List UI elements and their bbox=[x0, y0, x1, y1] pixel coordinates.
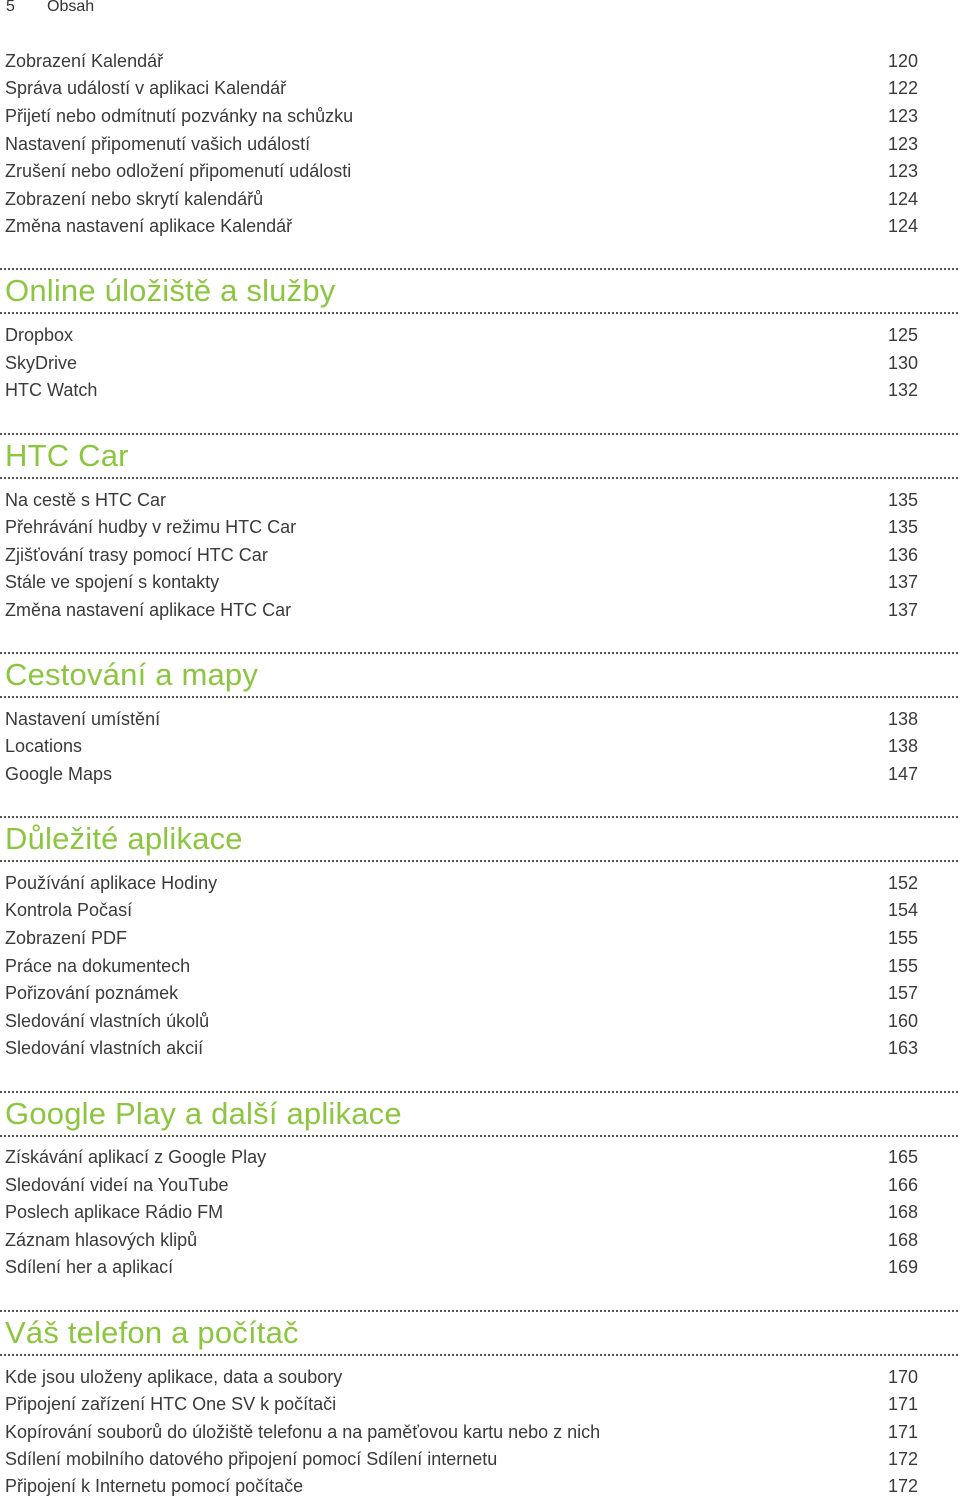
section-heading[interactable]: Důležité aplikace bbox=[5, 821, 243, 856]
toc-entry-title: Přehrávání hudby v režimu HTC Car bbox=[5, 517, 297, 537]
toc-entry-page: 136 bbox=[887, 545, 918, 565]
toc-entry-page: 123 bbox=[887, 106, 918, 126]
toc-entry-title: Zjišťování trasy pomocí HTC Car bbox=[5, 545, 268, 565]
toc-entry[interactable] bbox=[5, 597, 918, 623]
section-heading-bar bbox=[0, 816, 958, 862]
toc-entry[interactable] bbox=[5, 953, 918, 979]
toc-entry-title: HTC Watch bbox=[5, 380, 98, 400]
toc-entry-page: 137 bbox=[887, 600, 918, 620]
section-heading[interactable]: HTC Car bbox=[5, 438, 129, 473]
toc-entry-title: Připojení k Internetu pomocí počítače bbox=[5, 1476, 304, 1496]
toc-entry-title: SkyDrive bbox=[5, 353, 78, 373]
toc-entry-title: Záznam hlasových klipů bbox=[5, 1230, 198, 1250]
toc-entry-title: Nastavení připomenutí vašich událostí bbox=[5, 134, 311, 154]
toc-entry[interactable] bbox=[5, 377, 918, 403]
toc-entry[interactable] bbox=[5, 980, 918, 1006]
toc-entry[interactable] bbox=[5, 158, 918, 184]
toc-entry-page: 157 bbox=[887, 983, 918, 1003]
toc-entry-page: 154 bbox=[887, 900, 918, 920]
toc-entry-page: 123 bbox=[887, 161, 918, 181]
toc-entry-page: 137 bbox=[887, 572, 918, 592]
toc-entry[interactable] bbox=[5, 487, 918, 513]
toc-entry-title: Získávání aplikací z Google Play bbox=[5, 1147, 267, 1167]
toc-entry-page: 124 bbox=[887, 216, 918, 236]
toc-entry-page: 132 bbox=[887, 380, 918, 400]
toc-entry[interactable] bbox=[5, 186, 918, 212]
toc-entry-page: 160 bbox=[887, 1011, 918, 1031]
toc-entry-title: Sdílení mobilního datového připojení pomocí Sdílení internetu bbox=[5, 1449, 498, 1469]
toc-entry[interactable] bbox=[5, 1227, 918, 1253]
toc-entry[interactable] bbox=[5, 48, 918, 74]
toc-entry-page: 125 bbox=[887, 325, 918, 345]
toc-entry-page: 130 bbox=[887, 353, 918, 373]
toc-entry-title: Sledování videí na YouTube bbox=[5, 1175, 229, 1195]
toc-entry[interactable] bbox=[5, 1364, 918, 1390]
toc-entry-page: 171 bbox=[887, 1422, 918, 1442]
toc-entry[interactable] bbox=[5, 1254, 918, 1280]
toc-entry-title: Kde jsou uloženy aplikace, data a soubory bbox=[5, 1367, 343, 1387]
toc-entry[interactable] bbox=[5, 1035, 918, 1061]
toc-entry-title: Google Maps bbox=[5, 764, 113, 784]
section-heading[interactable]: Online úložiště a služby bbox=[5, 273, 336, 308]
toc-entry-title: Kontrola Počasí bbox=[5, 900, 133, 920]
toc-entry-page: 169 bbox=[887, 1257, 918, 1277]
toc-entry[interactable] bbox=[5, 1473, 918, 1499]
toc-entry-title: Zobrazení nebo skrytí kalendářů bbox=[5, 189, 264, 209]
toc-entry[interactable] bbox=[5, 1419, 918, 1445]
toc-entry-title: Pořizování poznámek bbox=[5, 983, 179, 1003]
toc-entry-title: Připojení zařízení HTC One SV k počítači bbox=[5, 1394, 337, 1414]
section-heading-bar bbox=[0, 433, 958, 479]
toc-entry-page: 155 bbox=[887, 956, 918, 976]
toc-entry-page: 135 bbox=[887, 490, 918, 510]
toc-entry[interactable] bbox=[5, 1446, 918, 1472]
toc-entry-page: 155 bbox=[887, 928, 918, 948]
toc-entry-title: Zobrazení PDF bbox=[5, 928, 128, 948]
toc-entry[interactable] bbox=[5, 1008, 918, 1034]
toc-entry[interactable] bbox=[5, 350, 918, 376]
toc-entry-title: Sdílení her a aplikací bbox=[5, 1257, 174, 1277]
toc-entry-title: Na cestě s HTC Car bbox=[5, 490, 167, 510]
toc-entry-page: 138 bbox=[887, 736, 918, 756]
running-header-title: Obsah bbox=[47, 0, 95, 15]
toc-entry-page: 120 bbox=[887, 51, 918, 71]
toc-entry-title: Sledování vlastních akcií bbox=[5, 1038, 204, 1058]
toc-entry[interactable] bbox=[5, 131, 918, 157]
section-heading-bar bbox=[0, 268, 958, 314]
section-heading-bar bbox=[0, 1310, 958, 1356]
toc-entry[interactable] bbox=[5, 761, 918, 787]
toc-entry-title: Změna nastavení aplikace Kalendář bbox=[5, 216, 293, 236]
toc-entry[interactable] bbox=[5, 1199, 918, 1225]
toc-entry-page: 168 bbox=[887, 1230, 918, 1250]
toc-entry[interactable] bbox=[5, 925, 918, 951]
toc-entry-title: Kopírování souborů do úložiště telefonu a na paměťovou kartu nebo z nich bbox=[5, 1422, 601, 1442]
toc-entry-page: 138 bbox=[887, 709, 918, 729]
toc-entry[interactable] bbox=[5, 1144, 918, 1170]
toc-entry-title: Zrušení nebo odložení připomenutí události bbox=[5, 161, 352, 181]
toc-entry[interactable] bbox=[5, 103, 918, 129]
section-heading-bar bbox=[0, 1091, 958, 1137]
toc-entry-page: 135 bbox=[887, 517, 918, 537]
toc-entry-page: 172 bbox=[887, 1476, 918, 1496]
toc-entry[interactable] bbox=[5, 75, 918, 101]
toc-entry-title: Locations bbox=[5, 736, 83, 756]
toc-entry-title: Práce na dokumentech bbox=[5, 956, 191, 976]
toc-entry-title: Používání aplikace Hodiny bbox=[5, 873, 218, 893]
toc-entry[interactable] bbox=[5, 733, 918, 759]
toc-entry-page: 122 bbox=[887, 78, 918, 98]
toc-entry-page: 171 bbox=[887, 1394, 918, 1414]
toc-entry-title: Přijetí nebo odmítnutí pozvánky na schůzku bbox=[5, 106, 354, 126]
toc-entry-title: Stále ve spojení s kontakty bbox=[5, 572, 220, 592]
toc-entry-title: Dropbox bbox=[5, 325, 74, 345]
toc-entry-page: 147 bbox=[887, 764, 918, 784]
toc-entry-page: 124 bbox=[887, 189, 918, 209]
toc-entry-page: 163 bbox=[887, 1038, 918, 1058]
section-heading-bar bbox=[0, 652, 958, 698]
running-header bbox=[6, 0, 94, 17]
section-heading[interactable]: Váš telefon a počítač bbox=[5, 1315, 299, 1350]
toc-entry[interactable] bbox=[5, 897, 918, 923]
page-number: 5 bbox=[6, 0, 15, 15]
toc-entry-title: Poslech aplikace Rádio FM bbox=[5, 1202, 224, 1222]
toc-entry-page: 123 bbox=[887, 134, 918, 154]
section-heading[interactable]: Google Play a další aplikace bbox=[5, 1096, 402, 1131]
toc-entry-title: Sledování vlastních úkolů bbox=[5, 1011, 210, 1031]
toc-entry[interactable] bbox=[5, 1391, 918, 1417]
toc-entry[interactable] bbox=[5, 1172, 918, 1198]
toc-entry-page: 165 bbox=[887, 1147, 918, 1167]
toc-entry[interactable] bbox=[5, 514, 918, 540]
toc-entry-page: 166 bbox=[887, 1175, 918, 1195]
toc-entry[interactable] bbox=[5, 569, 918, 595]
toc-entry[interactable] bbox=[5, 870, 918, 896]
toc-entry-page: 168 bbox=[887, 1202, 918, 1222]
section-heading[interactable]: Cestování a mapy bbox=[5, 657, 259, 692]
toc-entry-title: Nastavení umístění bbox=[5, 709, 161, 729]
toc-entry-page: 170 bbox=[887, 1367, 918, 1387]
toc-entry[interactable] bbox=[5, 213, 918, 239]
toc-entry-title: Změna nastavení aplikace HTC Car bbox=[5, 600, 292, 620]
toc-entry-page: 152 bbox=[887, 873, 918, 893]
toc-entry[interactable] bbox=[5, 542, 918, 568]
toc-entry-title: Správa událostí v aplikaci Kalendář bbox=[5, 78, 287, 98]
toc-entry[interactable] bbox=[5, 706, 918, 732]
toc-entry[interactable] bbox=[5, 322, 918, 348]
toc-entry-title: Zobrazení Kalendář bbox=[5, 51, 164, 71]
toc-entry-page: 172 bbox=[887, 1449, 918, 1469]
